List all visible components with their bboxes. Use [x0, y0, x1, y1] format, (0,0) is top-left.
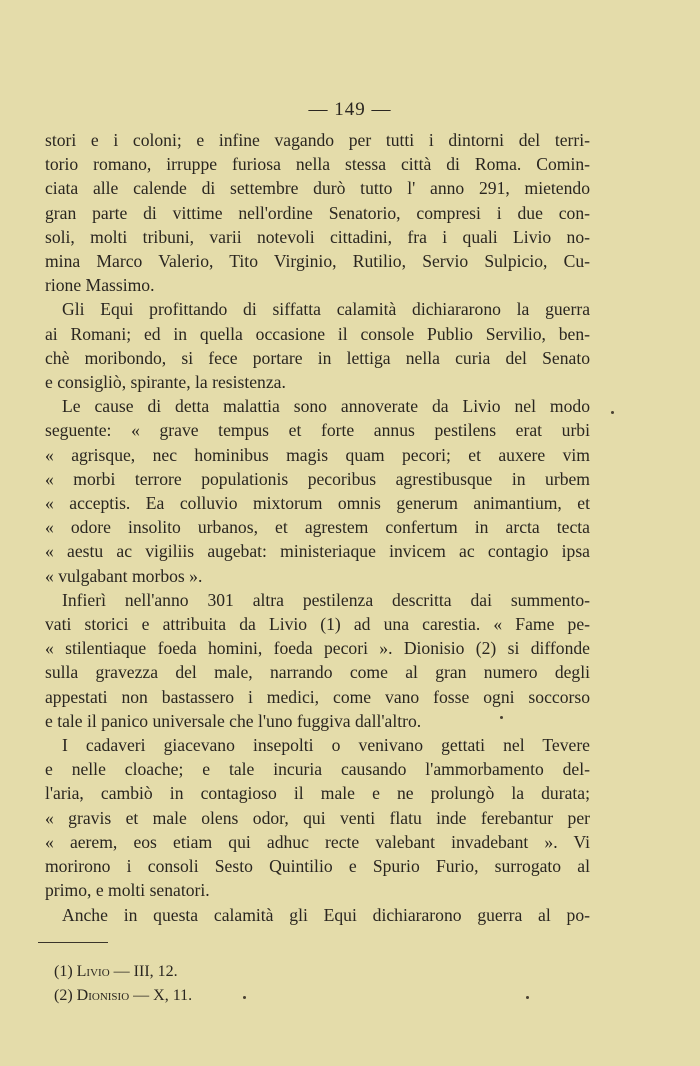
paper-speck — [611, 411, 614, 414]
text-line: ai Romani; ed in quella occasione il console Publio Servilio, ben- — [45, 323, 590, 344]
text-line: mina Marco Valerio, Tito Virginio, Rutilio, Servio Sulpicio, Cu- — [45, 251, 590, 272]
text-line: torio romano, irruppe furiosa nella stessa città di Roma. Comin- — [45, 154, 590, 175]
paper-speck — [243, 996, 246, 999]
text-line: l'aria, cambiò in contagioso il male e ne prolungò la durata; — [45, 783, 590, 804]
text-line: Infierì nell'anno 301 altra pestilenza descritta dai summento- — [62, 589, 590, 610]
text-line: Anche in questa calamità gli Equi dichiararono guerra al po- — [62, 904, 590, 925]
text-line: primo, e molti senatori. — [45, 880, 210, 901]
text-line: Le cause di detta malattia sono annoverate da Livio nel modo — [62, 396, 590, 417]
footnote-author: Dionisio — [76, 987, 130, 1004]
footnote-author: Livio — [76, 963, 110, 980]
text-line: ciata alle calende di settembre durò tutto l' anno 291, mietendo — [45, 178, 590, 199]
text-line: stori e i coloni; e infine vagando per tutti i dintorni del terri- — [45, 130, 590, 150]
footnote-number: (1) — [54, 963, 73, 980]
paper-speck — [526, 996, 529, 999]
footnote-number: (2) — [54, 987, 73, 1004]
text-line: e tale il panico universale che l'uno fuggiva dall'altro. — [45, 710, 422, 731]
text-line: e consigliò, spirante, la resistenza. — [45, 372, 286, 393]
text-line: appestati non bastassero i medici, come vano fosse ogni soccorso — [45, 686, 590, 707]
footnote — [54, 984, 192, 1008]
text-line: « odore insolito urbanos, et agrestem confertum in arcta tecta — [45, 517, 590, 538]
text-line: morirono i consoli Sesto Quintilio e Spurio Furio, surrogato al — [45, 856, 590, 877]
footnote-separator — [38, 942, 108, 943]
text-line: « morbi terrore populationis pecoribus agrestibusque in urbem — [45, 468, 590, 489]
text-line: « agrisque, nec hominibus magis quam pecori; et auxere vim — [45, 444, 590, 465]
text-line: I cadaveri giacevano insepolti o venivano gettati nel Tevere — [62, 735, 590, 756]
text-line: soli, molti tribuni, varii notevoli cittadini, fra i quali Livio no- — [45, 226, 590, 247]
paper-speck — [500, 716, 503, 719]
text-line: « gravis et male olens odor, qui venti flatu inde ferebantur per — [45, 807, 590, 828]
footnotes — [54, 960, 192, 1008]
text-line: gran parte di vittime nell'ordine Senatorio, compresi i due con- — [45, 202, 590, 223]
text-line: « aestu ac vigiliis augebat: ministeriaque invicem ac contagio ipsa — [45, 541, 590, 562]
text-line: « aerem, eos etiam qui adhuc recte valebant invadebant ». Vi — [45, 831, 590, 852]
text-line: seguente: « grave tempus et forte annus pestilens erat urbi — [45, 420, 590, 441]
text-line: « vulgabant morbos ». — [45, 565, 203, 586]
footnote-reference: — III, 12. — [113, 963, 178, 980]
text-line: rione Massimo. — [45, 275, 155, 296]
footnote-reference: — X, 11. — [133, 987, 193, 1004]
text-line: « stilentiaque foeda homini, foeda pecori ». Dionisio (2) si diffonde — [45, 638, 590, 659]
text-line: « acceptis. Ea colluvio mixtorum omnis generum animantium, et — [45, 493, 590, 514]
text-line: chè moribondo, si fece portare in lettiga nella curia del Senato — [45, 347, 590, 368]
page-number: — 149 — — [308, 99, 392, 120]
text-line: vati storici e attribuita da Livio (1) ad una carestia. « Fame pe- — [45, 614, 590, 635]
footnote — [54, 960, 192, 984]
text-line: e nelle cloache; e tale incuria causando l'ammorbamento del- — [45, 759, 590, 780]
text-line: Gli Equi profittando di siffatta calamità dichiararono la guerra — [62, 299, 590, 320]
body-text — [45, 128, 590, 927]
text-line: sulla gravezza del male, narrando come al gran numero degli — [45, 662, 590, 683]
